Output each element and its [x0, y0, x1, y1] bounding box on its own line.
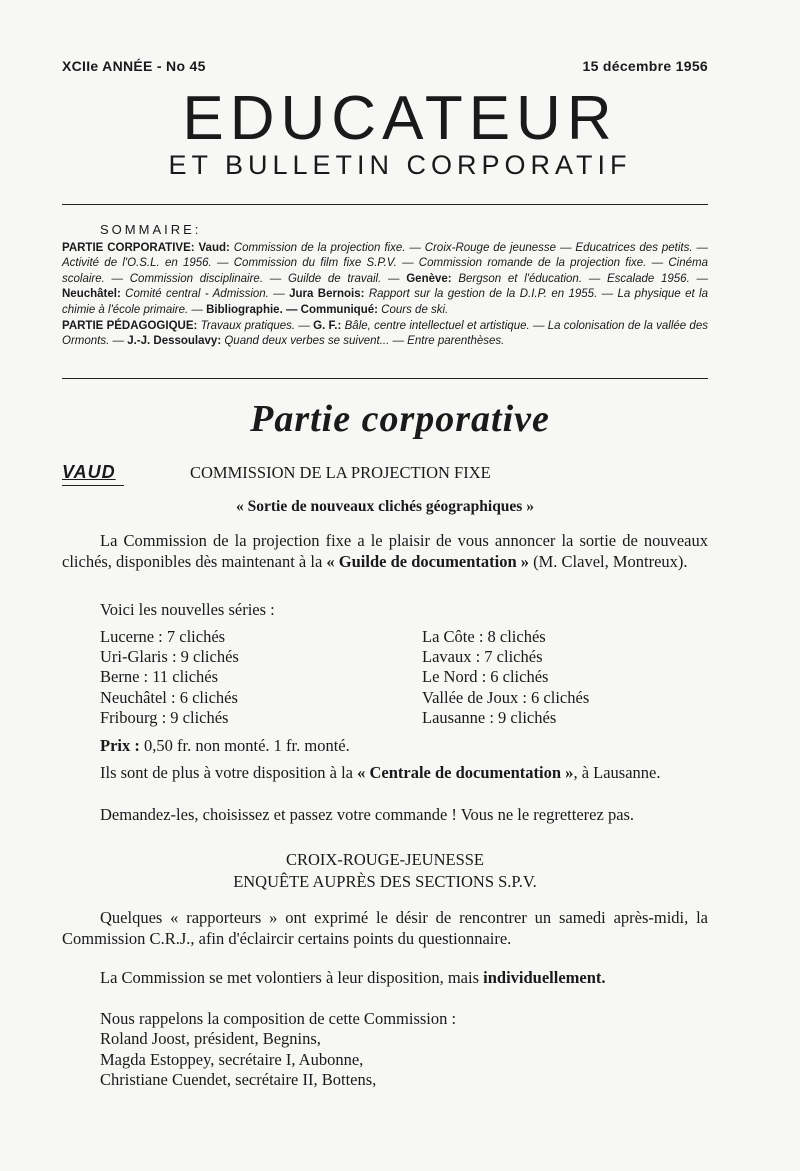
series-item: Le Nord : 6 clichés	[422, 667, 549, 687]
summary-key: G. F.:	[313, 319, 342, 332]
series-intro: Voici les nouvelles séries :	[100, 600, 275, 619]
member-item: Roland Joost, président, Begnins,	[100, 1029, 321, 1048]
series-item: Neuchâtel : 6 clichés	[100, 687, 238, 707]
top-divider	[62, 204, 708, 205]
crj-heading: CROIX-ROUGE-JEUNESSE	[286, 850, 484, 869]
issue-number: XCIIe ANNÉE - No 45	[62, 58, 206, 74]
price-label: Prix :	[100, 736, 140, 755]
canton-tag: VAUD	[62, 462, 116, 482]
sommaire-label: SOMMAIRE:	[100, 222, 202, 237]
price-line	[100, 736, 700, 757]
corporative-heading: PARTIE CORPORATIVE:	[62, 241, 195, 254]
central-text-end: , à Lausanne.	[573, 763, 661, 782]
summary-value: Cours de ski.	[381, 303, 449, 316]
intro-paragraph	[62, 531, 708, 572]
summary-value: Travaux pratiques. —	[200, 319, 310, 332]
canton-underline	[62, 485, 124, 486]
price-text: 0,50 fr. non monté. 1 fr. monté.	[139, 736, 350, 755]
summary-value: Comité central - Admission. —	[125, 288, 285, 301]
summary-key: Jura Bernois:	[289, 288, 365, 301]
series-item: Lavaux : 7 clichés	[422, 647, 543, 667]
summary-value: Quand deux verbes se suivent... — Entre parenthèses.	[224, 335, 505, 348]
summary-divider	[62, 378, 708, 379]
member-item: Christiane Cuendet, secrétaire II, Bottens,	[100, 1070, 377, 1089]
central-text: Ils sont de plus à votre disposition à la	[100, 763, 358, 782]
commission-heading: COMMISSION DE LA PROJECTION FIXE	[190, 463, 491, 482]
series-item: Lucerne : 7 clichés	[100, 627, 226, 646]
summary-value: Bergson et l'éducation. — Escalade 1956. —	[458, 272, 708, 285]
summary-key: Neuchâtel:	[62, 288, 121, 301]
masthead-title: EDUCATEUR	[182, 84, 618, 153]
series-item: Lausanne : 9 clichés	[422, 707, 557, 727]
masthead-subtitle: ET BULLETIN CORPORATIF	[168, 150, 632, 180]
pedagogique-heading: PARTIE PÉDAGOGIQUE:	[62, 319, 198, 332]
intro-text-end: (M. Clavel, Montreux).	[529, 551, 688, 571]
member-item: Magda Estoppey, secrétaire I, Aubonne,	[100, 1049, 364, 1069]
crj-text: La Commission se met volontiers à leur disposition, mais	[100, 968, 484, 987]
summary-key: Vaud:	[198, 241, 230, 254]
central-name: « Centrale de documentation »	[357, 763, 574, 782]
crj-paragraph-2	[62, 968, 708, 989]
series-item: Vallée de Joux : 6 clichés	[422, 687, 590, 707]
series-item: Fribourg : 9 clichés	[100, 707, 229, 727]
crj-subheading: ENQUÊTE AUPRÈS DES SECTIONS S.P.V.	[233, 872, 537, 891]
summary-pedagogique	[62, 319, 708, 350]
crj-paragraph-1: Quelques « rapporteurs » ont exprimé le désir de rencontrer un samedi après-midi, la Commission C.R.J., afin d'éclaircir certains points du questionnaire.	[62, 908, 708, 948]
member-list	[100, 1029, 700, 1091]
series-list	[100, 627, 660, 728]
intro-text: La Commission de la projection fixe a le plaisir de vous annoncer la sortie de nouveaux clichés, disponibles dès maintenant à la	[62, 531, 708, 571]
summary-value: Commission de la projection fixe. — Croix-Rouge de jeunesse — Educatrices des petits. — Activité de l'O.S.L. en 1956. — Commission du film fixe S.P.V. — Commission romande de la projection fixe. — Cinéma scolaire. — Commission disciplinaire. — Guilde de travail. —	[62, 241, 708, 285]
guilde-name: « Guilde de documentation »	[326, 551, 529, 571]
section-title: Partie corporative	[250, 398, 550, 440]
crj-paragraph-3: Nous rappelons la composition de cette Commission :	[100, 1009, 457, 1028]
order-paragraph: Demandez-les, choisissez et passez votre commande ! Vous ne le regretterez pas.	[100, 805, 635, 824]
summary-value: Rapport sur la gestion de la D.I.P. en 1955. — La physique et la chimie à l'école primaire. —	[62, 288, 708, 316]
central-paragraph	[62, 763, 708, 784]
summary-key: J.-J. Dessoulavy:	[127, 335, 222, 348]
summary-key: Genève:	[406, 272, 452, 285]
series-item: Uri-Glaris : 9 clichés	[100, 647, 239, 667]
crj-emphasis: individuellement.	[483, 968, 606, 987]
table-of-contents	[62, 222, 708, 350]
commission-subheading: « Sortie de nouveaux clichés géographiques »	[236, 498, 534, 515]
summary-value: Bâle, centre intellectuel et artistique. — La colonisation de la vallée des Ormonts. —	[62, 319, 708, 348]
summary-corporative	[62, 241, 708, 319]
series-item: La Côte : 8 clichés	[422, 627, 546, 646]
issue-date: 15 décembre 1956	[582, 58, 708, 74]
summary-key: Bibliographie. — Communiqué:	[206, 303, 378, 316]
series-item: Berne : 11 clichés	[100, 667, 219, 687]
